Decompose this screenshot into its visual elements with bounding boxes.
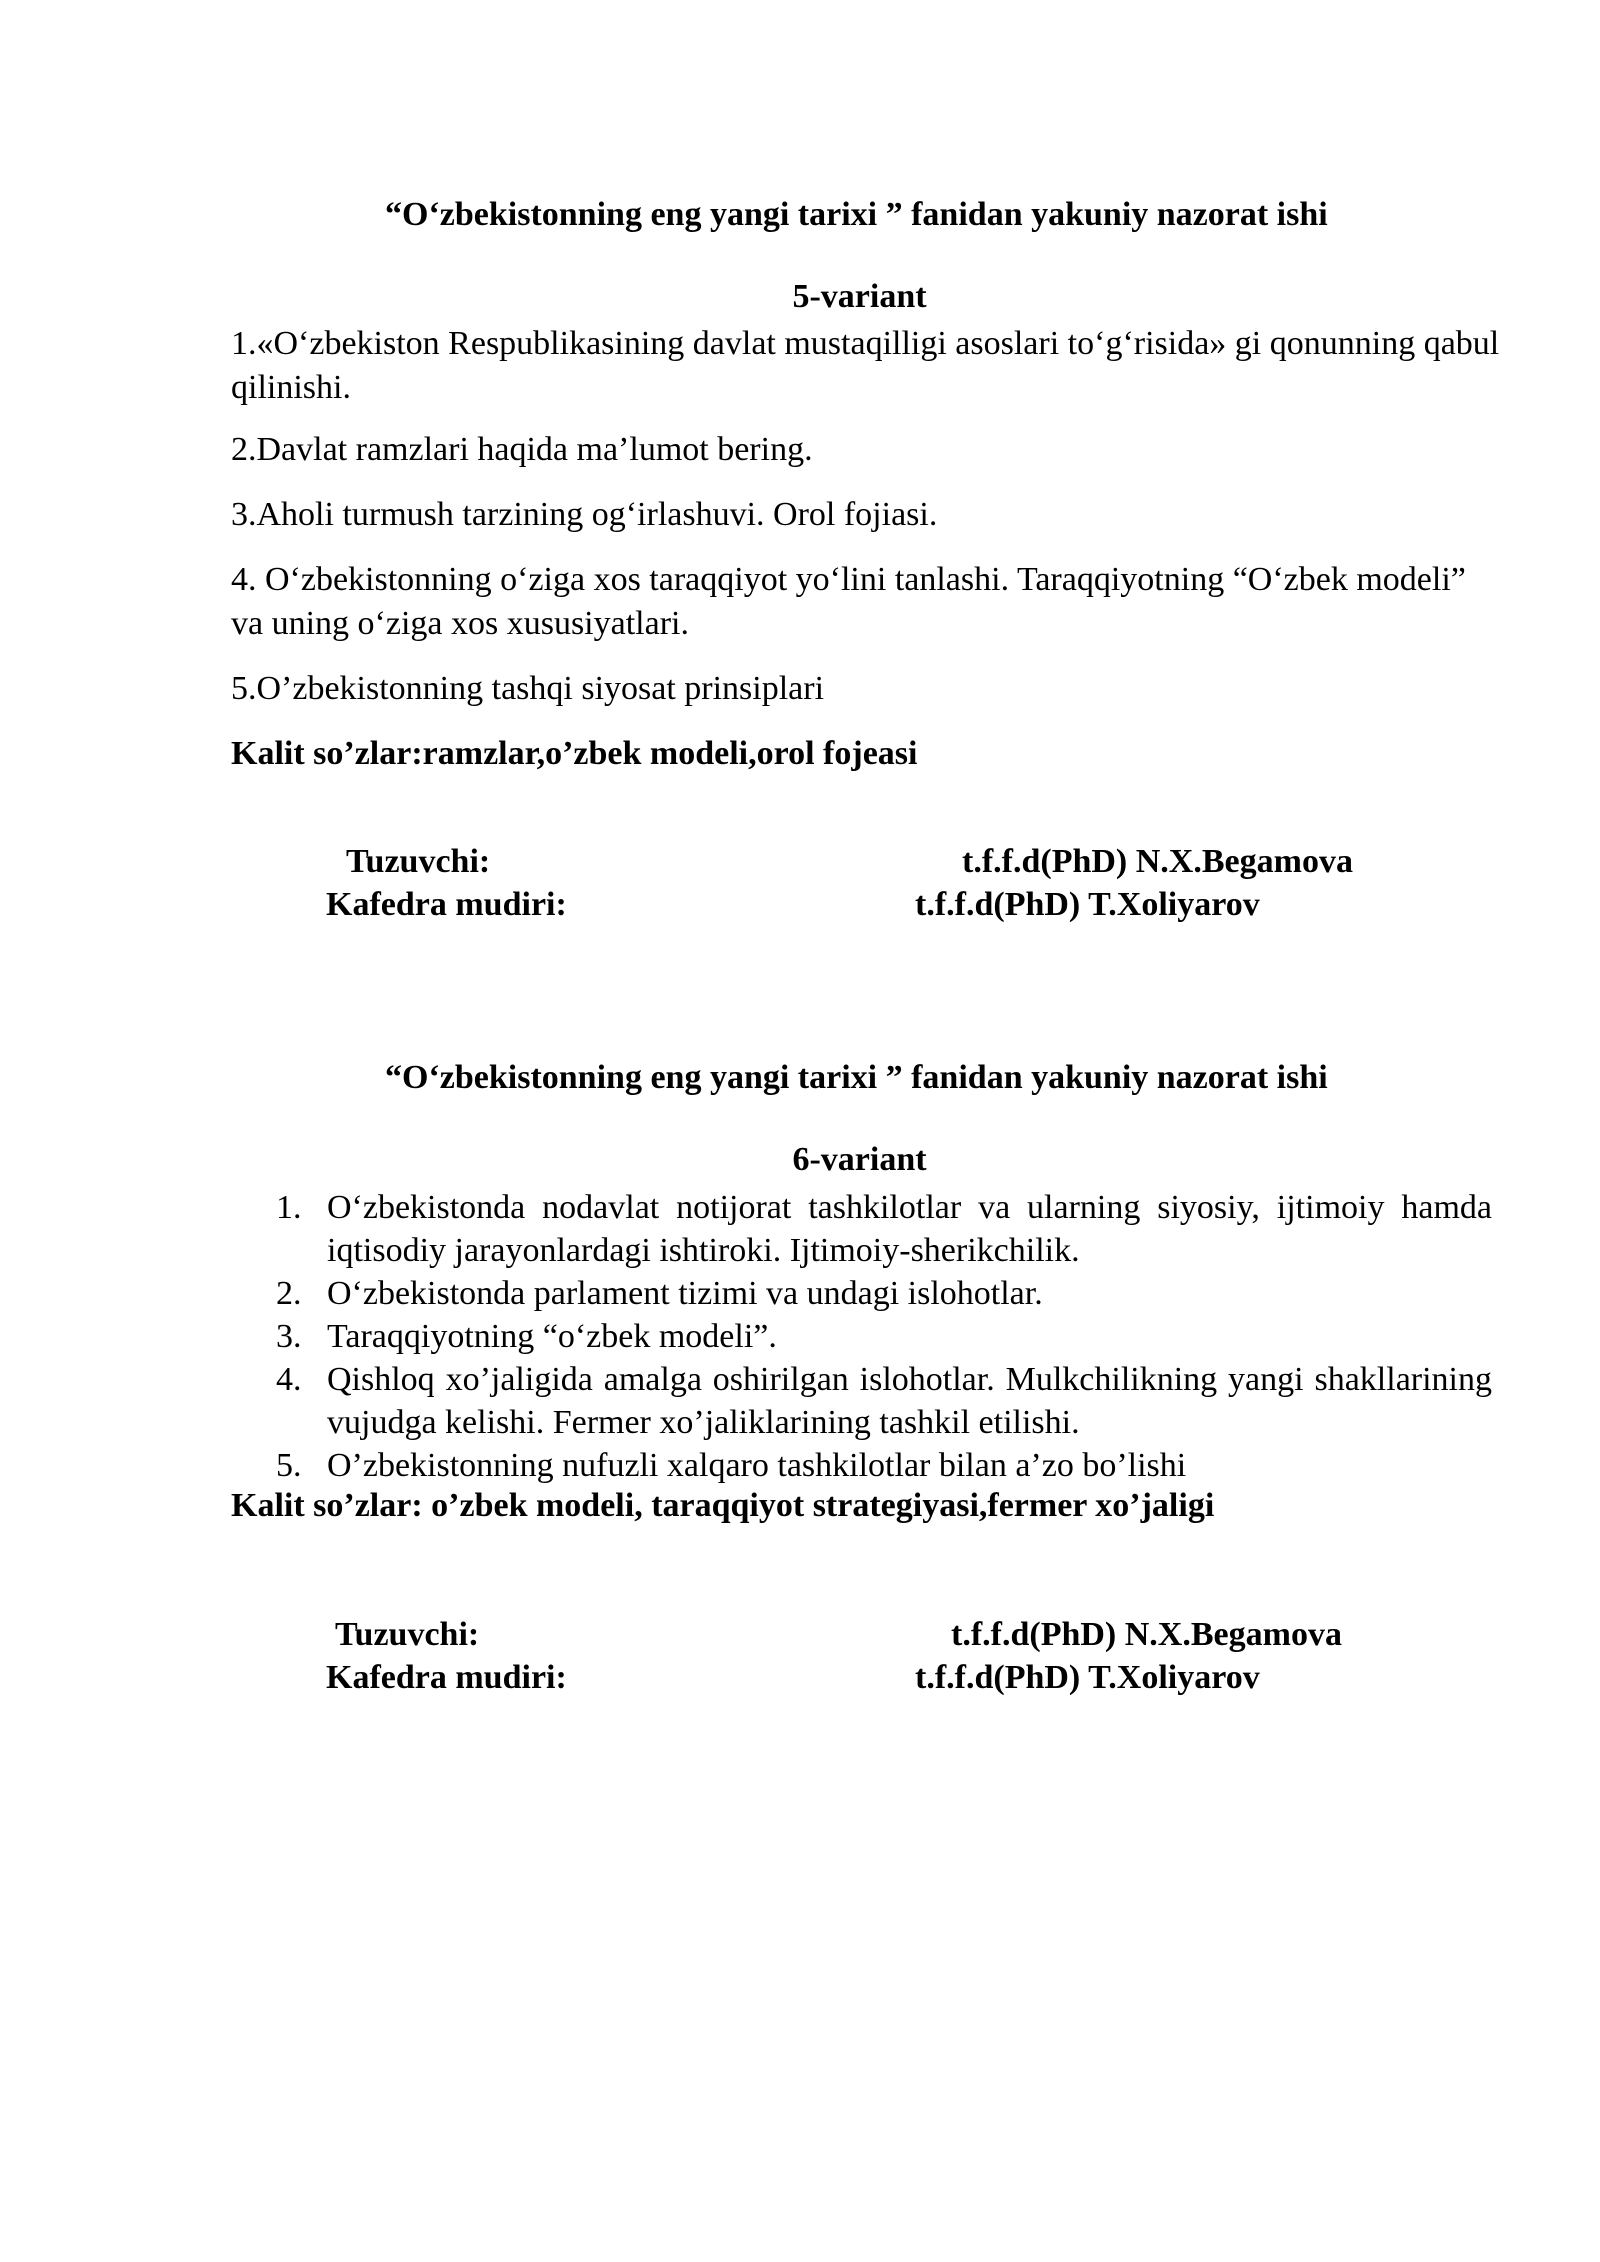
section1-question-5: 5.O’zbekistonning tashqi siyosat prinsiplari bbox=[231, 670, 825, 707]
list-number: 5. bbox=[276, 1447, 302, 1484]
section1-compiler-name: t.f.f.d(PhD) N.X.Begamova bbox=[962, 843, 1353, 880]
section1-head-label: Kafedra mudiri: bbox=[326, 886, 567, 923]
section1-keywords: Kalit so’zlar:ramzlar,o’zbek modeli,orol fojeasi bbox=[231, 735, 918, 772]
list-text: O’zbekistonning nufuzli xalqaro tashkilotlar bilan a’zo bo’lishi bbox=[327, 1447, 1187, 1484]
section2-variant: 6-variant bbox=[792, 1141, 927, 1178]
list-number: 1. bbox=[276, 1189, 302, 1226]
section2-head-label: Kafedra mudiri: bbox=[326, 1659, 567, 1696]
section1-question-2: 2.Davlat ramzlari haqida ma’lumot bering. bbox=[231, 431, 813, 468]
list-text: Taraqqiyotning “o‘zbek modeli”. bbox=[327, 1318, 777, 1355]
section2-compiler-label: Tuzuvchi: bbox=[335, 1616, 480, 1653]
section1-compiler-label: Tuzuvchi: bbox=[346, 843, 491, 880]
section2-list-item bbox=[276, 1186, 1492, 1272]
section1-question-4: 4. O‘zbekistonning o‘ziga xos taraqqiyot yo‘lini tanlashi. Taraqqiyotning “O‘zbek modeli” va uning o‘ziga xos xususiyatlari. bbox=[231, 561, 1466, 642]
section1-heading: “O‘zbekistonning eng yangi tarixi ” fanidan yakuniy nazorat ishi bbox=[385, 196, 1328, 233]
list-number: 2. bbox=[276, 1275, 302, 1312]
section2-list-item bbox=[276, 1315, 1492, 1358]
section1-variant: 5-variant bbox=[792, 278, 927, 315]
list-text: O‘zbekistonda parlament tizimi va undagi islohotlar. bbox=[327, 1275, 1043, 1312]
section2-compiler-name: t.f.f.d(PhD) N.X.Begamova bbox=[951, 1616, 1342, 1653]
section1-head-name: t.f.f.d(PhD) T.Xoliyarov bbox=[915, 886, 1260, 923]
section2-list-item bbox=[276, 1358, 1492, 1444]
section2-list-item bbox=[276, 1272, 1492, 1315]
section1-question-1: 1.«O‘zbekiston Respublikasining davlat mustaqilligi asoslari to‘g‘risida» gi qonunning qabul qilinishi. bbox=[231, 325, 1500, 406]
list-number: 4. bbox=[276, 1361, 302, 1398]
section1-question-3: 3.Aholi turmush tarzining og‘irlashuvi. Orol fojiasi. bbox=[231, 496, 938, 533]
section2-keywords: Kalit so’zlar: o’zbek modeli, taraqqiyot strategiyasi,fermer xo’jaligi bbox=[231, 1487, 1215, 1524]
list-text: Qishloq xo’jaligida amalga oshirilgan islohotlar. Mulkchilikning yangi shakllarining vujudga kelishi. Fermer xo’jaliklarining tashkil etilishi. bbox=[327, 1361, 1492, 1441]
list-number: 3. bbox=[276, 1318, 302, 1355]
section2-heading: “O‘zbekistonning eng yangi tarixi ” fanidan yakuniy nazorat ishi bbox=[385, 1059, 1328, 1096]
section2-list-item bbox=[276, 1444, 1492, 1487]
list-text: O‘zbekistonda nodavlat notijorat tashkilotlar va ularning siyosiy, ijtimoiy hamda iqtisodiy jarayonlardagi ishtiroki. Ijtimoiy-sherikchilik. bbox=[327, 1189, 1492, 1269]
section2-head-name: t.f.f.d(PhD) T.Xoliyarov bbox=[915, 1659, 1260, 1696]
